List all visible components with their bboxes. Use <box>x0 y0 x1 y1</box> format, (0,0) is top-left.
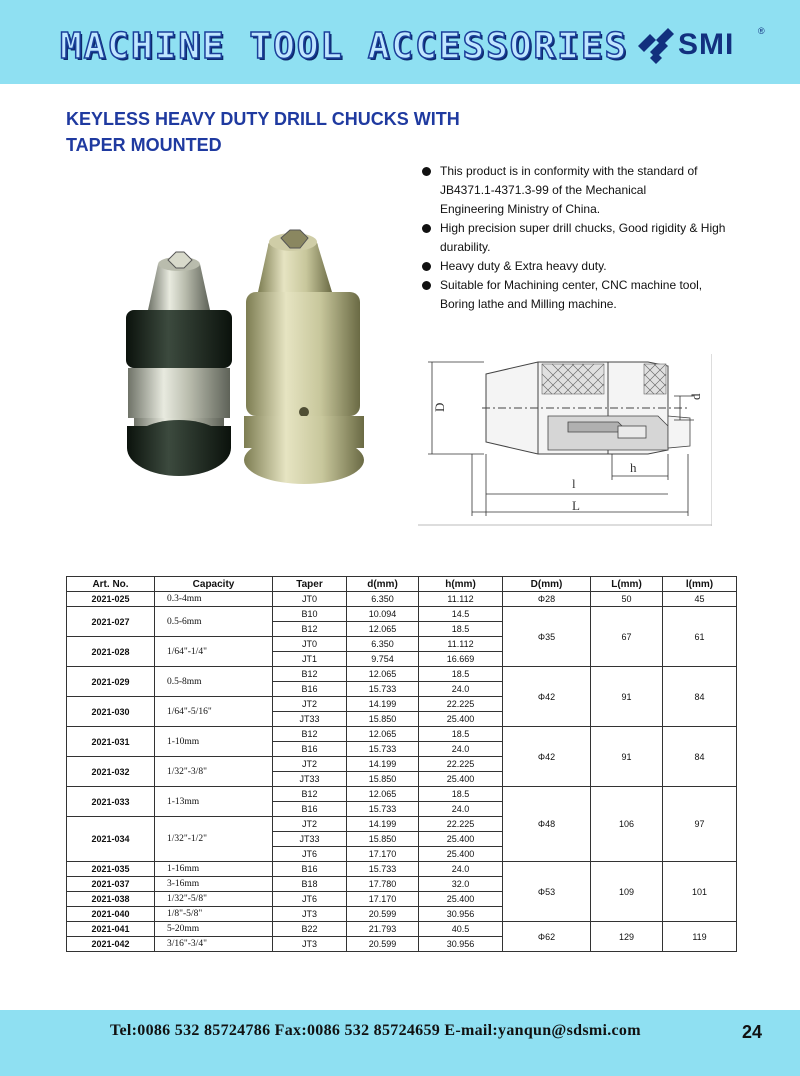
bullet-icon <box>422 281 431 290</box>
table-row: B16 15.733 24.0 <box>67 802 737 817</box>
chuck-dimension-diagram <box>418 354 712 526</box>
table-row: 2021-029 0.5-8mm B12 12.065 18.5 Φ42 91 84 <box>67 667 737 682</box>
table-row: 2021-034 1/32"-1/2" JT2 14.199 22.225 <box>67 817 737 832</box>
table-row: 2021-032 1/32"-3/8" JT2 14.199 22.225 <box>67 757 737 772</box>
table-row: JT33 15.850 25.400 <box>67 712 737 727</box>
title-line-1: KEYLESS HEAVY DUTY DRILL CHUCKS WITH <box>66 109 460 129</box>
feature-item: This product is in conformity with the standard of JB4371.1-4371.3-99 of the Mechanical Engineering Ministry of China. <box>420 162 780 219</box>
feature-item: Suitable for Machining center, CNC machine tool, Boring lathe and Milling machine. <box>420 276 780 314</box>
banner-title: MACHINE TOOL ACCESSORIES <box>60 26 629 67</box>
table-row: 2021-038 1/32"-5/8" JT6 17.170 25.400 <box>67 892 737 907</box>
registered-mark: ® <box>758 26 765 36</box>
table-row: JT33 15.850 25.400 <box>67 832 737 847</box>
smi-logo <box>634 26 774 66</box>
header-taper: Taper <box>273 577 347 592</box>
contact-info: Tel:0086 532 85724786 Fax:0086 532 85724659 E-mail:yanqun@sdsmi.com <box>110 1022 641 1039</box>
header-L: L(mm) <box>591 577 663 592</box>
feature-list <box>420 162 780 314</box>
table-row: B16 15.733 24.0 <box>67 742 737 757</box>
table-row: 2021-037 3-16mm B18 17.780 32.0 <box>67 877 737 892</box>
right-chuck <box>244 230 364 484</box>
header-art-no: Art. No. <box>67 577 155 592</box>
table-row: 2021-040 1/8"-5/8" JT3 20.599 30.956 <box>67 907 737 922</box>
table-row: 2021-030 1/64"-5/16" JT2 14.199 22.225 <box>67 697 737 712</box>
table-row: 2021-042 3/16"-3/4" JT3 20.599 30.956 <box>67 937 737 952</box>
left-chuck <box>126 252 232 476</box>
table-header-row <box>67 577 737 592</box>
bullet-icon <box>422 224 431 233</box>
label-l: l <box>572 476 576 491</box>
label-D: D <box>432 402 447 412</box>
header-d: d(mm) <box>347 577 419 592</box>
label-d: d <box>688 393 703 400</box>
table-row: 2021-028 1/64"-1/4" JT0 6.350 11.112 <box>67 637 737 652</box>
label-L: L <box>572 498 580 513</box>
table-row: B16 15.733 24.0 <box>67 682 737 697</box>
table-row: JT6 17.170 25.400 <box>67 847 737 862</box>
bullet-icon <box>422 167 431 176</box>
table-row: 2021-027 0.5-6mm B10 10.094 14.5 Φ35 67 61 <box>67 607 737 622</box>
logo-text: SMI <box>678 28 735 61</box>
drill-chucks-photo <box>118 222 376 498</box>
table-row: 2021-031 1-10mm B12 12.065 18.5 Φ42 91 84 <box>67 727 737 742</box>
feature-item: High precision super drill chucks, Good rigidity & High durability. <box>420 219 780 257</box>
table-row: 2021-033 1-13mm B12 12.065 18.5 Φ48 106 97 <box>67 787 737 802</box>
table-row: B12 12.065 18.5 <box>67 622 737 637</box>
feature-item: Heavy duty & Extra heavy duty. <box>420 257 780 276</box>
table-row: 2021-035 1-16mm B16 15.733 24.0 Φ53 109 101 <box>67 862 737 877</box>
header-h: h(mm) <box>419 577 503 592</box>
smi-logo-icon <box>634 26 678 66</box>
table-row: 2021-025 0.3-4mm JT0 6.350 11.112 Φ28 50 45 <box>67 592 737 607</box>
page-title <box>66 106 460 158</box>
table-row: JT33 15.850 25.400 <box>67 772 737 787</box>
title-line-2: TAPER MOUNTED <box>66 135 222 155</box>
table-row: 2021-041 5-20mm B22 21.793 40.5 Φ62 129 119 <box>67 922 737 937</box>
spec-table <box>66 576 737 952</box>
header-l: l(mm) <box>663 577 737 592</box>
label-h: h <box>630 460 637 475</box>
header-D: D(mm) <box>503 577 591 592</box>
page-number: 24 <box>742 1022 763 1042</box>
bullet-icon <box>422 262 431 271</box>
table-row: JT1 9.754 16.669 <box>67 652 737 667</box>
header-capacity: Capacity <box>155 577 273 592</box>
footer-band <box>0 1010 800 1076</box>
